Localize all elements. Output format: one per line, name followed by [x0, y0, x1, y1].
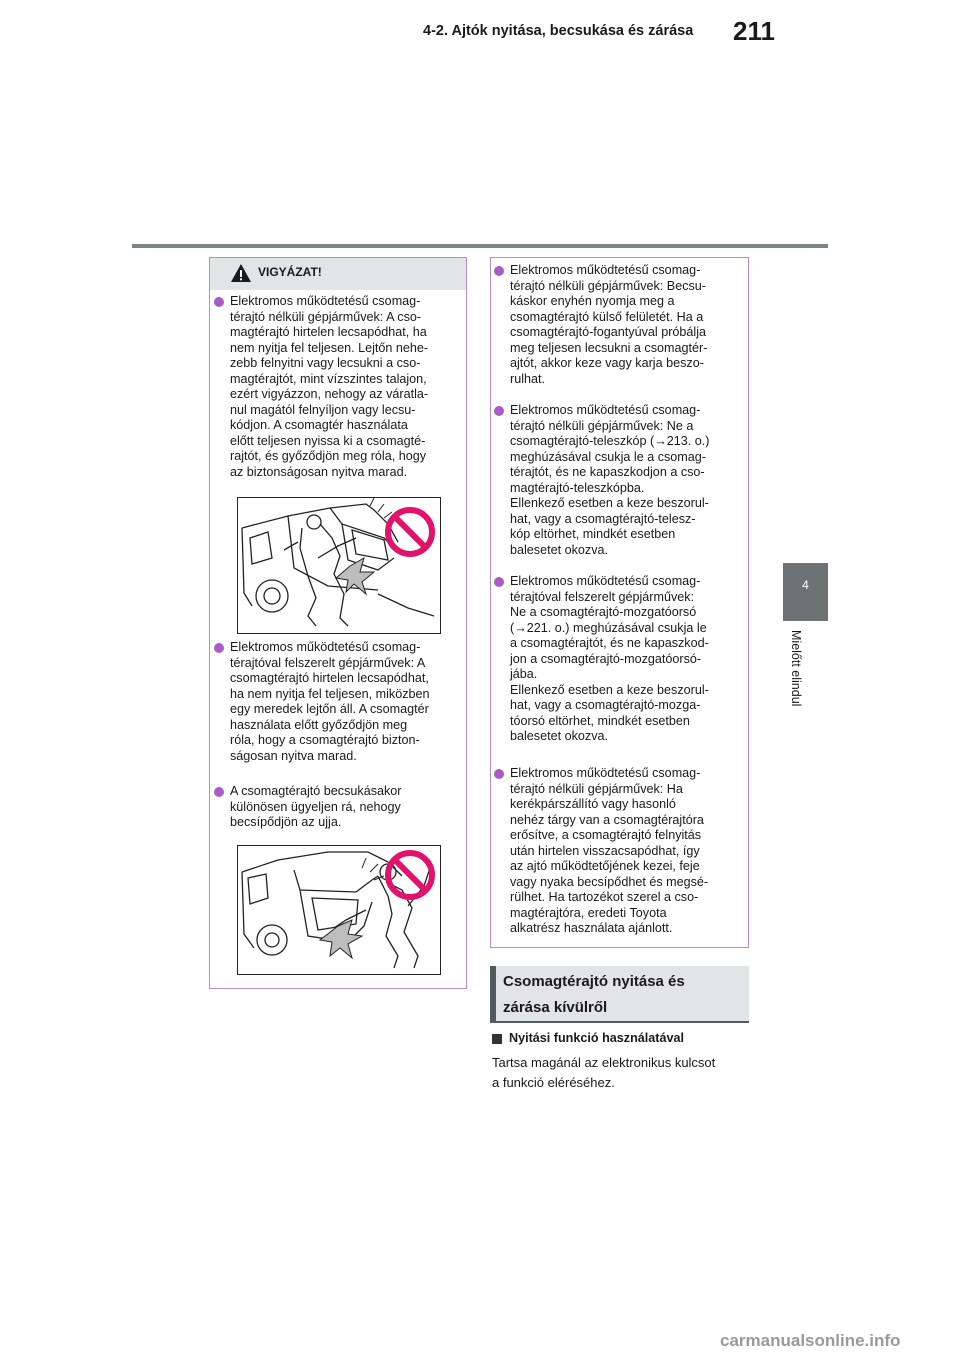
bullet-dot — [214, 297, 224, 307]
page-number: 211 — [733, 16, 775, 46]
section-heading-bar — [490, 966, 496, 1021]
bullet-dot — [214, 787, 224, 797]
prohibited-icon — [384, 849, 436, 906]
caution-item: Elektromos működtetésű csomag- térajtó nélküli gépjárművek: Ha kerékpárszállító vagy hasonló nehéz tárgy van a csomagtérajtóra erősítve, a csomagtérajtó felnyitás után hirtelen visszacsapódhat, így az ajtó működtetőjének kezei, feje vagy nyaka becsípődhet és megsé- rülhet. Ha tartozékot szerel a cso- magtérajtóra, eredeti Toyota alkatrész használata ajánlott. — [494, 766, 746, 937]
chapter-label — [785, 630, 807, 750]
prohibited-icon — [384, 506, 436, 563]
caution-item: Elektromos működtetésű csomag- térajtóval felszerelt gépjárművek: Ne a csomagtérajtó-mozgatóorsó (→221. o.) meghúzásával csukja le a csomagtérajtót, és ne kapaszkod- jon a csomagtérajtó-mozgatóorsó- jába. Ellenkező esetben a keze beszorul- hat, vagy a csomagtérajtó-mozga- tóorsó eltörhet, mindkét esetben balesetet okozva. — [494, 574, 746, 745]
chapter-number: 4 — [802, 578, 809, 592]
caution-item: Elektromos működtetésű csomag- térajtó nélküli gépjárművek: Becsu- káskor enyhén nyomja meg a csomagtérajtó külső felületét. Ha a csomagtérajtó-fogantyúval próbálja meg teljesen lecsukni a csomagtér- ajtót, akkor keze vagy karja beszo- rulhat. — [494, 263, 746, 387]
bullet-dot — [494, 406, 504, 416]
warning-item: A csomagtérajtó becsukásakor különösen ügyeljen rá, nehogy becsípődjön az ujja. — [214, 784, 464, 831]
chapter-tab — [783, 563, 828, 621]
chapter-label-text: Mielőtt elindul — [789, 630, 803, 707]
caution-item: Elektromos működtetésű csomag- térajtó nélküli gépjárművek: Ne a csomagtérajtó-teleszkóp (→213. o.) meghúzásával csukja le a csomag- térajtót, és ne kapaszkodjon a cso- magtérajtó-teleszkópba. Ellenkező esetben a keze beszorul- hat, vagy a csomagtérajtó-telesz- kóp eltörhet, mindkét esetben balesetet okozva. — [494, 403, 746, 558]
bullet-dot — [494, 577, 504, 587]
section-heading-underline — [490, 1021, 749, 1023]
bullet-dot — [214, 643, 224, 653]
warning-triangle-icon — [230, 263, 252, 288]
watermark: carmanualsonline.info — [720, 1331, 901, 1350]
bullet-dot — [494, 266, 504, 276]
warning-item: Elektromos működtetésű csomag- térajtóval felszerelt gépjárművek: A csomagtérajtó hirtelen lecsapódhat, ha nem nyitja fel teljesen, miközben egy meredek lejtőn áll. A csomagtér használata előtt győződjön meg róla, hogy a csomagtérajtó bizton- ságosan nyitva marad. — [214, 640, 464, 764]
square-bullet-icon — [492, 1034, 502, 1044]
subheading: Nyitási funkció használatával — [509, 1031, 684, 1045]
bullet-dot — [494, 769, 504, 779]
warning-item: Elektromos működtetésű csomag- térajtó nélküli gépjárművek: A cso- magtérajtó hirtelen lecsapódhat, ha nem nyitja fel teljesen. Lejtőn nehe- zebb felnyitni vagy lecsukni a cso- magtérajtót, mint vízszintes talajon, ezért vigyázzon, nehogy az váratla- nul magától felnyíljon vagy lecsu- kódjon. A csomagtér használata előtt teljesen nyissa ki a csomagté- rajtót, és győződjön meg róla, hogy az biztonságosan nyitva marad. — [214, 294, 464, 480]
header-rule — [132, 244, 828, 248]
section-title: 4-2. Ajtók nyitása, becsukása és zárása — [423, 23, 694, 39]
warning-title: VIGYÁZAT! — [258, 265, 322, 279]
section-heading: Csomagtérajtó nyitása és zárása kívülről — [503, 973, 685, 1016]
body-paragraph: Tartsa magánál az elektronikus kulcsot a funkció eléréséhez. — [492, 1055, 716, 1090]
